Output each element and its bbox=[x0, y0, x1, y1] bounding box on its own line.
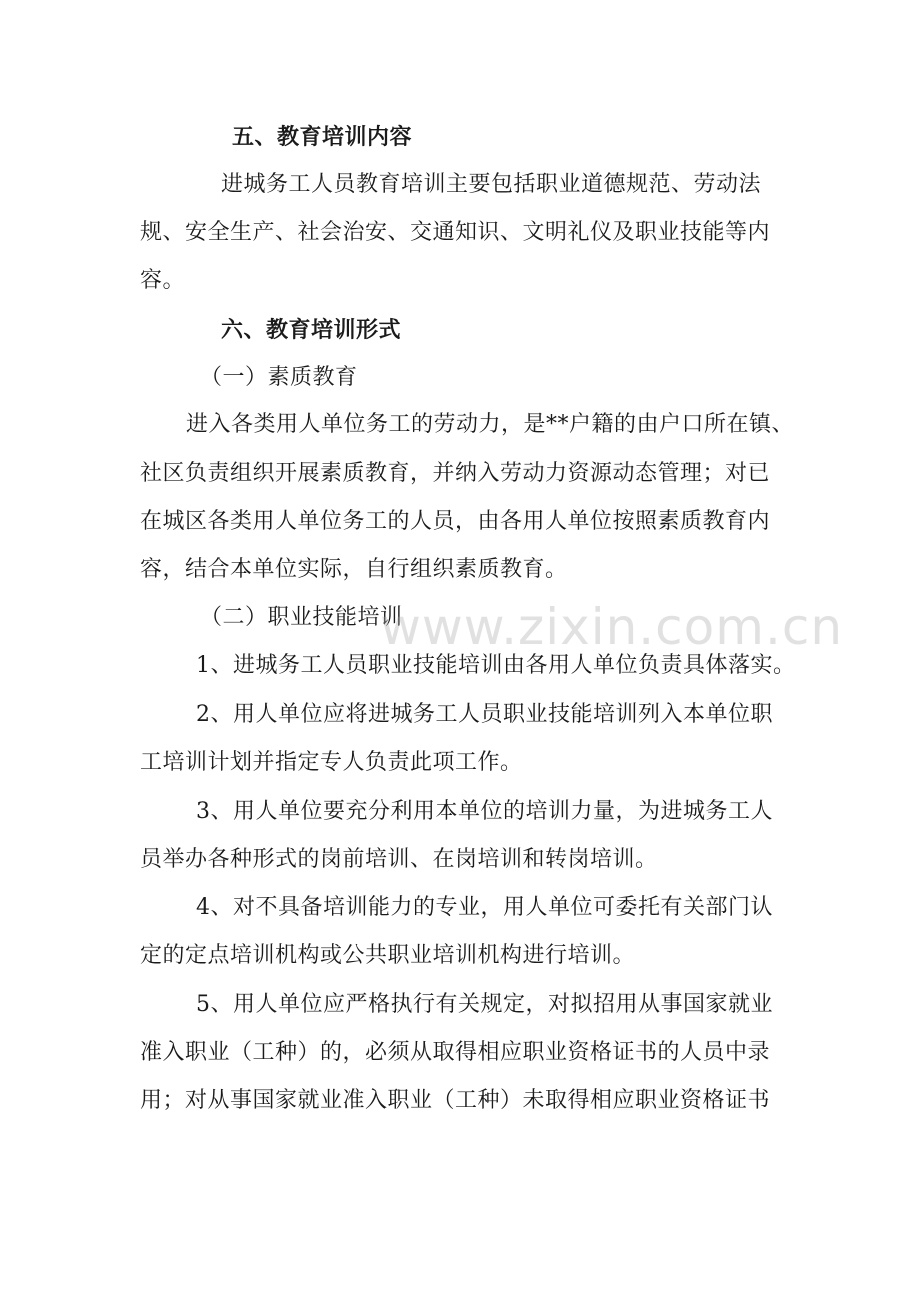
item-2-line-2: 工培训计划并指定专人负责此项工作。 bbox=[140, 750, 523, 775]
section-5-paragraph-line-2: 规、安全生产、社会治安、交通知识、文明礼仪及职业技能等内 bbox=[140, 220, 771, 245]
item-5-line-2: 准入职业（工种）的，必须从取得相应职业资格证书的人员中录 bbox=[140, 1040, 771, 1065]
item-4-line-2: 定的定点培训机构或公共职业培训机构进行培训。 bbox=[140, 943, 636, 968]
item-2-line-1: 2、用人单位应将进城务工人员职业技能培训列入本单位职 bbox=[196, 702, 773, 727]
item-3-line-2: 员举办各种形式的岗前培训、在岗培训和转岗培训。 bbox=[140, 847, 658, 872]
item-4-line-1: 4、对不具备培训能力的专业，用人单位可委托有关部门认 bbox=[196, 895, 773, 920]
item-5-line-1: 5、用人单位应严格执行有关规定，对拟招用从事国家就业 bbox=[196, 992, 773, 1017]
section-5-paragraph-line-1: 进城务工人员教育培训主要包括职业道德规范、劳动法 bbox=[221, 172, 762, 197]
subsection-1-paragraph-line-4: 容，结合本单位实际，自行组织素质教育。 bbox=[140, 557, 568, 582]
section-5-paragraph-line-3: 容。 bbox=[140, 268, 186, 293]
subsection-1-paragraph-line-3: 在城区各类用人单位务工的人员，由各用人单位按照素质教育内 bbox=[140, 509, 771, 534]
section-6-heading: 六、教育培训形式 bbox=[221, 317, 402, 343]
item-1-line-1: 1、进城务工人员职业技能培训由各用人单位负责具体落实。 bbox=[196, 653, 796, 678]
item-3-line-1: 3、用人单位要充分利用本单位的培训力量，为进城务工人 bbox=[196, 799, 773, 824]
subsection-1-paragraph-line-1: 进入各类用人单位务工的劳动力，是**户籍的由户口所在镇、 bbox=[186, 412, 795, 437]
section-5-heading: 五、教育培训内容 bbox=[232, 124, 413, 150]
item-5-line-3: 用；对从事国家就业准入职业（工种）未取得相应职业资格证书 bbox=[140, 1088, 771, 1113]
subsection-2-title: （二）职业技能培训 bbox=[200, 605, 403, 630]
subsection-1-title: （一）素质教育 bbox=[200, 365, 358, 390]
watermark: www.zixin.com.cn bbox=[380, 598, 844, 656]
subsection-1-paragraph-line-2: 社区负责组织开展素质教育，并纳入劳动力资源动态管理；对已 bbox=[140, 461, 771, 486]
